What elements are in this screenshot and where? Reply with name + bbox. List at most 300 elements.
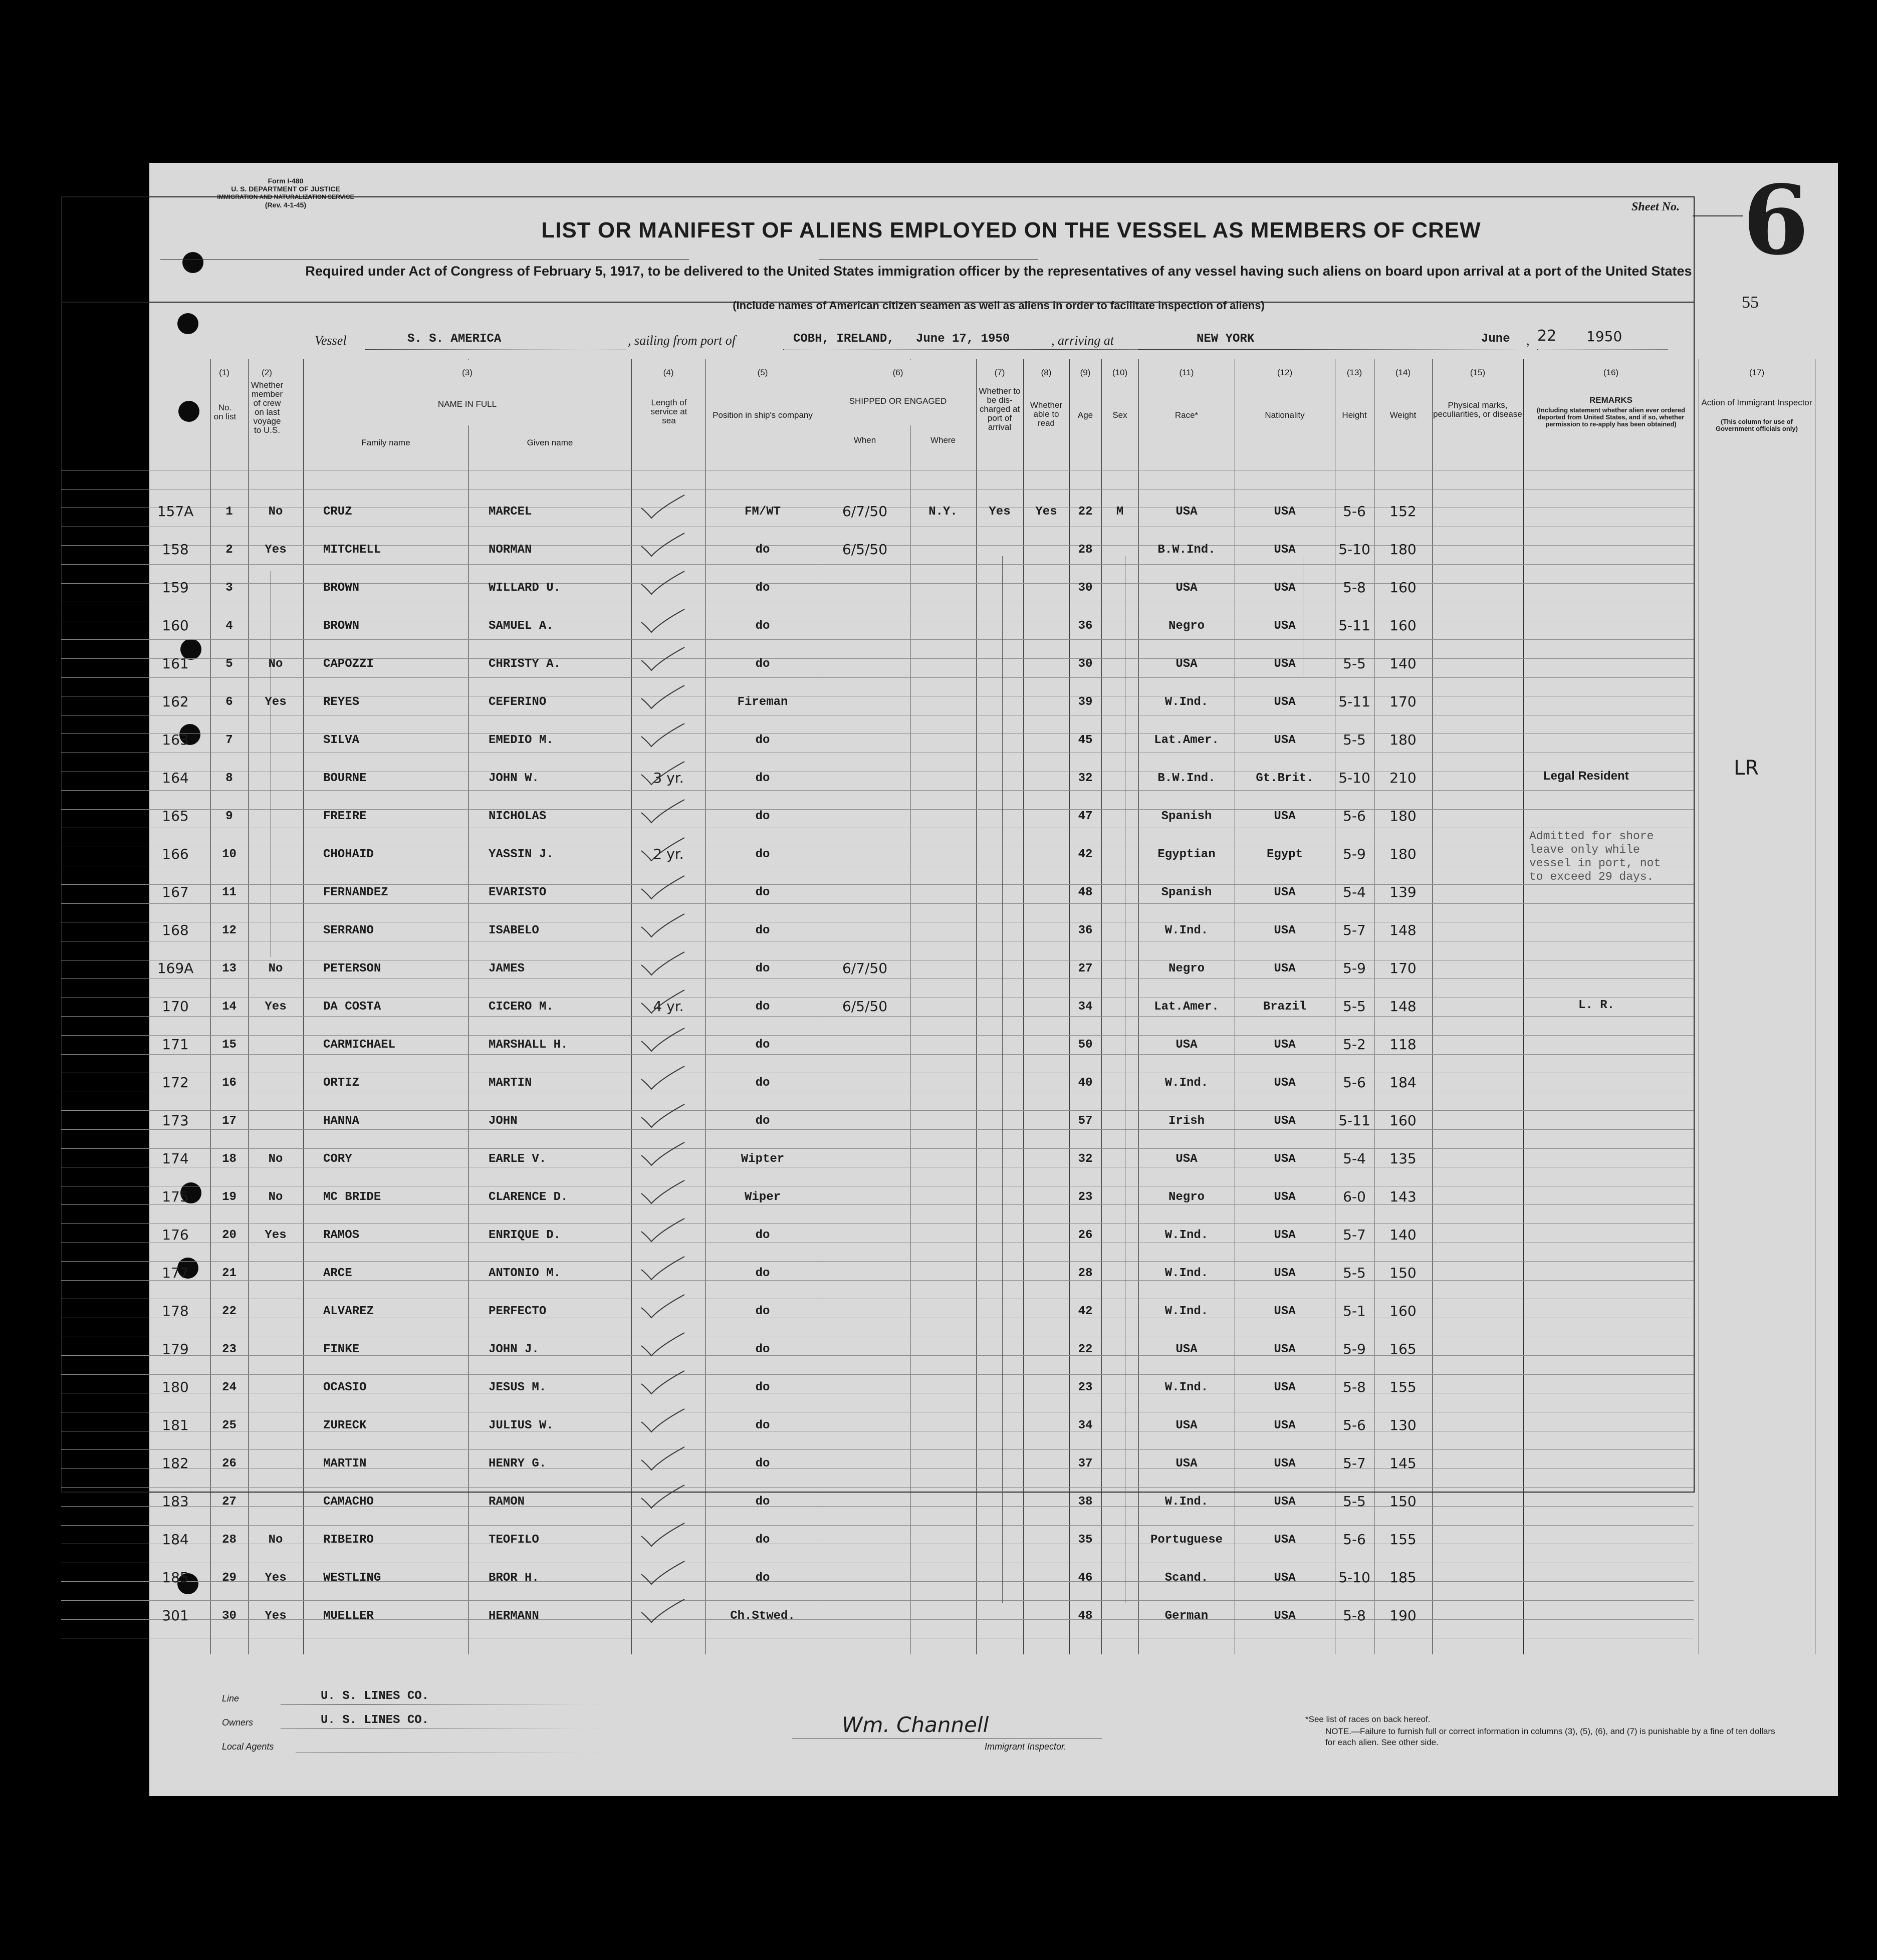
check-mark-icon	[640, 721, 685, 751]
header-sub-line	[160, 259, 689, 260]
col5-number: (5)	[757, 368, 768, 377]
col2-header: Whether member of crew on last voyage to U.S.	[251, 380, 284, 435]
shipped-when-cell: 6/5/50	[842, 998, 888, 1015]
sheet-number-underline	[1693, 215, 1743, 216]
height-cell: 5-4	[1343, 1150, 1366, 1167]
check-mark-icon	[640, 1445, 685, 1474]
given-name-cell: JOHN W.	[489, 772, 539, 785]
margin-number-cell: 176	[162, 1227, 189, 1243]
ruled-line	[61, 658, 1694, 659]
check-mark-icon	[640, 1293, 685, 1322]
weight-cell: 135	[1389, 1150, 1417, 1167]
age-cell: 34	[1078, 1000, 1093, 1014]
race-cell: Scand.	[1164, 1571, 1209, 1585]
col16-number: (16)	[1603, 368, 1619, 377]
margin-number-cell: 160	[162, 617, 189, 634]
age-cell: 42	[1078, 1305, 1093, 1318]
list-number-cell: 13	[222, 962, 237, 975]
race-cell: W.Ind.	[1164, 1076, 1209, 1090]
nationality-cell: USA	[1274, 924, 1296, 937]
check-mark-icon	[640, 874, 685, 903]
nationality-cell: USA	[1274, 1267, 1296, 1280]
age-cell: 27	[1078, 962, 1093, 975]
col5-header: Position in ship's company	[713, 410, 813, 420]
race-cell: USA	[1176, 1419, 1198, 1432]
position-cell: do	[755, 1495, 770, 1509]
age-cell: 39	[1078, 695, 1093, 709]
race-cell: USA	[1176, 1457, 1198, 1471]
comma: ,	[1526, 333, 1530, 348]
position-cell: do	[755, 1000, 770, 1014]
race-cell: Negro	[1168, 962, 1205, 975]
col11-header: Race*	[1175, 410, 1199, 420]
family-name-cell: BOURNE	[323, 772, 367, 785]
weight-cell: 180	[1389, 731, 1417, 748]
family-name-cell: CARMICHAEL	[323, 1038, 396, 1052]
nationality-cell: USA	[1274, 1533, 1296, 1547]
height-cell: 5-10	[1338, 770, 1370, 786]
nationality-cell: USA	[1274, 1571, 1296, 1585]
list-number-cell: 22	[222, 1305, 237, 1318]
position-cell: Fireman	[737, 695, 788, 709]
age-cell: 35	[1078, 1533, 1093, 1547]
check-mark-icon	[640, 1216, 685, 1246]
check-mark-icon	[640, 760, 685, 789]
position-cell: do	[755, 1267, 770, 1280]
nationality-cell: USA	[1274, 1114, 1296, 1128]
family-name-cell: FERNANDEZ	[323, 886, 388, 899]
given-name-cell: JULIUS W.	[489, 1419, 554, 1432]
inspector-action-lr: LR	[1734, 757, 1759, 780]
departure-port: COBH, IRELAND,	[793, 332, 894, 346]
ruled-line	[61, 809, 1694, 810]
weight-cell: 140	[1389, 655, 1417, 672]
col9-header: Age	[1077, 410, 1093, 420]
col13-number: (13)	[1346, 368, 1362, 377]
height-cell: 5-11	[1338, 1112, 1370, 1129]
check-mark-icon	[640, 493, 685, 522]
ruled-line	[61, 639, 1694, 640]
check-mark-icon	[640, 1331, 685, 1360]
nationality-cell: USA	[1274, 1229, 1296, 1242]
family-name-cell: CAMACHO	[323, 1495, 374, 1509]
fine-note: NOTE.—Failure to furnish full or correct information in columns (3), (5), (6), and (7) is punishable by a fine of ten dollars for each alien. See other side.	[1325, 1727, 1775, 1747]
ruled-line	[61, 1355, 1694, 1356]
col16-subheader: (Including statement whether alien ever ordered deported from United States, and if so, whether permission to re-apply has been obtained)	[1536, 406, 1686, 428]
given-name-cell: ENRIQUE D.	[489, 1229, 561, 1242]
remark-legal-resident: Legal Resident	[1543, 769, 1629, 783]
col6-number: (6)	[892, 368, 903, 377]
given-name-cell: BROR H.	[489, 1571, 539, 1585]
family-name-cell: BROWN	[323, 619, 360, 633]
age-cell: 32	[1078, 772, 1093, 785]
position-cell: do	[755, 772, 770, 785]
weight-cell: 160	[1389, 617, 1417, 634]
list-number-cell: 17	[222, 1114, 237, 1128]
service-length-cell: 4 yr.	[653, 998, 684, 1015]
service-length-cell: 3 yr.	[653, 770, 684, 786]
column-line	[976, 359, 977, 1654]
last-voyage-cell: No	[268, 505, 283, 519]
weight-cell: 180	[1389, 808, 1417, 824]
family-name-cell: ALVAREZ	[323, 1305, 374, 1318]
height-cell: 5-2	[1343, 1036, 1366, 1053]
nationality-cell: USA	[1274, 962, 1296, 975]
col6-header: SHIPPED OR ENGAGED	[849, 396, 947, 406]
arrival-month: June	[1481, 332, 1510, 346]
check-mark-icon	[640, 1369, 685, 1398]
margin-number-cell: 182	[162, 1455, 189, 1472]
races-note: *See list of races on back hereof.	[1305, 1714, 1431, 1724]
nationality-cell: Gt.Brit.	[1256, 772, 1314, 785]
position-cell: do	[755, 886, 770, 899]
position-cell: do	[755, 1571, 770, 1585]
check-mark-icon	[640, 1407, 685, 1436]
height-cell: 5-10	[1338, 1569, 1370, 1586]
vessel-name: S. S. AMERICA	[407, 332, 502, 346]
given-name-cell: YASSIN J.	[489, 848, 554, 861]
race-cell: Negro	[1168, 1190, 1205, 1204]
margin-number-cell: 173	[162, 1112, 189, 1129]
margin-number-cell: 170	[162, 998, 189, 1015]
list-number-cell: 1	[225, 505, 233, 519]
given-name-cell: TEOFILO	[489, 1533, 539, 1547]
ruled-line	[61, 978, 1694, 979]
ditto-stroke	[1002, 556, 1003, 1603]
weight-cell: 180	[1389, 541, 1417, 558]
col12-number: (12)	[1277, 368, 1293, 377]
family-name-cell: RIBEIRO	[323, 1533, 374, 1547]
nationality-cell: USA	[1274, 1419, 1296, 1432]
ruled-line	[61, 1110, 1694, 1111]
family-name-cell: BROWN	[323, 581, 360, 595]
requirement-text: Required under Act of Congress of February 5, 1917, to be delivered to the United States immigration officer by the representatives of any vessel having such aliens on board upon arrival at a port of the United States	[305, 264, 1692, 279]
weight-cell: 165	[1389, 1341, 1417, 1357]
col14-number: (14)	[1395, 368, 1411, 377]
race-cell: W.Ind.	[1164, 924, 1209, 937]
family-name-cell: CRUZ	[323, 505, 352, 519]
list-number-cell: 19	[222, 1190, 237, 1204]
age-cell: 34	[1078, 1419, 1093, 1432]
last-voyage-cell: Yes	[265, 1571, 287, 1585]
weight-cell: 180	[1389, 846, 1417, 862]
position-cell: do	[755, 733, 770, 747]
margin-number-cell: 164	[162, 770, 189, 786]
weight-cell: 150	[1389, 1265, 1417, 1281]
nationality-cell: USA	[1274, 1609, 1296, 1623]
ruled-line	[61, 677, 1694, 678]
last-voyage-cell: No	[268, 1190, 283, 1204]
form-service: IMMIGRATION AND NATURALIZATION SERVICE	[217, 193, 354, 200]
margin-number-cell: 159	[162, 579, 189, 596]
list-number-cell: 26	[222, 1457, 237, 1471]
nationality-cell: USA	[1274, 505, 1296, 519]
column-line	[468, 359, 469, 1654]
family-name-cell: PETERSON	[323, 962, 381, 975]
family-name-cell: WESTLING	[323, 1571, 381, 1585]
given-name-cell: WILLARD U.	[489, 581, 561, 595]
col17-header: Action of Immigrant Inspector	[1701, 398, 1812, 407]
col7-header: Whether to be dis-charged at port of arrival	[979, 386, 1021, 432]
given-name-cell: JESUS M.	[489, 1381, 547, 1394]
margin-number-cell: 181	[162, 1417, 189, 1433]
height-cell: 5-9	[1343, 960, 1366, 976]
given-name-cell: EVARISTO	[489, 886, 547, 899]
check-mark-icon	[640, 1483, 685, 1512]
check-mark-icon	[640, 1102, 685, 1131]
weight-cell: 118	[1389, 1036, 1417, 1053]
family-name-cell: OCASIO	[323, 1381, 367, 1394]
ruled-line	[61, 1487, 1694, 1488]
position-cell: do	[755, 1038, 770, 1052]
sheet-number: 6	[1743, 164, 1809, 276]
given-name-cell: CLARENCE D.	[489, 1190, 568, 1204]
nationality-cell: USA	[1274, 810, 1296, 823]
weight-cell: 130	[1389, 1417, 1417, 1433]
race-cell: B.W.Ind.	[1157, 543, 1216, 557]
age-cell: 36	[1078, 619, 1093, 633]
position-cell: do	[755, 1305, 770, 1318]
margin-number-cell: 158	[162, 541, 189, 558]
race-cell: W.Ind.	[1164, 1381, 1209, 1394]
ruled-line	[61, 1204, 1694, 1205]
ruled-line	[61, 1468, 1694, 1469]
ruled-line	[61, 1506, 1694, 1507]
race-cell: USA	[1176, 1343, 1198, 1356]
position-cell: do	[755, 962, 770, 975]
position-cell: do	[755, 543, 770, 557]
given-name-cell: NORMAN	[489, 543, 532, 557]
height-cell: 5-8	[1343, 1607, 1366, 1624]
list-number-cell: 4	[225, 619, 233, 633]
margin-number-cell: 179	[162, 1341, 189, 1357]
list-number-cell: 2	[225, 543, 233, 557]
weight-cell: 210	[1389, 770, 1417, 786]
position-cell: Ch.Stwed.	[730, 1609, 795, 1623]
vessel-label: Vessel	[315, 333, 347, 348]
weight-cell: 148	[1389, 922, 1417, 938]
weight-cell: 184	[1389, 1074, 1417, 1091]
family-name-cell: RAMOS	[323, 1229, 360, 1242]
last-voyage-cell: Yes	[265, 1000, 287, 1014]
list-number-cell: 24	[222, 1381, 237, 1394]
given-name-cell: JOHN	[489, 1114, 518, 1128]
check-mark-icon	[640, 1026, 685, 1055]
check-mark-icon	[640, 569, 685, 598]
age-cell: 28	[1078, 1267, 1093, 1280]
given-name-cell: CEFERINO	[489, 695, 547, 709]
given-name-cell: EARLE V.	[489, 1152, 547, 1166]
ruled-line	[61, 1016, 1694, 1017]
ruled-line	[61, 1148, 1694, 1149]
discharged-cell: Yes	[989, 505, 1011, 519]
check-mark-icon	[640, 1559, 685, 1588]
col3-number: (3)	[462, 368, 473, 377]
last-voyage-cell: Yes	[265, 543, 287, 557]
race-cell: B.W.Ind.	[1157, 772, 1216, 785]
ruled-line	[61, 903, 1694, 904]
able-to-read-cell: Yes	[1035, 505, 1057, 519]
header-bottom-line	[61, 302, 1694, 303]
margin-number-cell: 165	[162, 808, 189, 824]
position-cell: do	[755, 810, 770, 823]
list-number-cell: 9	[225, 810, 233, 823]
ruled-line	[61, 1374, 1694, 1375]
inspector-label: Immigrant Inspector.	[985, 1742, 1067, 1752]
weight-cell: 143	[1389, 1188, 1417, 1205]
given-name-cell: RAMON	[489, 1495, 525, 1509]
ruled-line	[61, 1035, 1694, 1036]
table-border	[61, 196, 1695, 1493]
weight-cell: 160	[1389, 1303, 1417, 1319]
age-cell: 47	[1078, 810, 1093, 823]
ruled-line	[61, 564, 1694, 565]
margin-number-cell: 175	[162, 1188, 189, 1205]
form-revision: (Rev. 4-1-45)	[265, 201, 307, 209]
family-name-cell: MITCHELL	[323, 543, 381, 557]
col8-header: Whether able to read	[1030, 400, 1063, 428]
ruled-line	[61, 733, 1694, 734]
check-mark-icon	[640, 683, 685, 712]
list-number-cell: 27	[222, 1495, 237, 1509]
arrival-year: 1950	[1586, 328, 1622, 345]
height-cell: 5-8	[1343, 1379, 1366, 1395]
weight-cell: 139	[1389, 884, 1417, 900]
given-name-cell: HERMANN	[489, 1609, 539, 1623]
arrival-day: 22	[1537, 327, 1557, 345]
position-cell: do	[755, 581, 770, 595]
margin-number-cell: 301	[162, 1607, 189, 1624]
weight-cell: 190	[1389, 1607, 1417, 1624]
col17-subheader: (This column for use of Government officials only)	[1716, 418, 1798, 432]
given-name-cell: NICHOLAS	[489, 810, 547, 823]
age-cell: 22	[1078, 505, 1093, 519]
race-cell: W.Ind.	[1164, 1267, 1209, 1280]
col9-number: (9)	[1080, 368, 1091, 377]
ruled-line	[61, 1600, 1694, 1601]
sex-cell: M	[1116, 505, 1124, 519]
check-mark-icon	[640, 912, 685, 941]
given-name-cell: CICERO M.	[489, 1000, 554, 1014]
position-cell: do	[755, 1076, 770, 1090]
check-mark-icon	[640, 531, 685, 560]
family-name-cell: FINKE	[323, 1343, 360, 1356]
race-cell: W.Ind.	[1164, 695, 1209, 709]
given-name-cell: ANTONIO M.	[489, 1267, 561, 1280]
weight-cell: 155	[1389, 1531, 1417, 1548]
height-cell: 5-9	[1343, 846, 1366, 862]
margin-number-cell: 174	[162, 1150, 189, 1167]
last-voyage-cell: No	[268, 657, 283, 671]
col13-header: Height	[1342, 410, 1367, 420]
shipped-when-cell: 6/5/50	[842, 541, 888, 558]
race-cell: Irish	[1168, 1114, 1205, 1128]
form-department: U. S. DEPARTMENT OF JUSTICE	[231, 185, 340, 193]
age-cell: 48	[1078, 1609, 1093, 1623]
check-mark-icon	[640, 950, 685, 979]
age-cell: 32	[1078, 1152, 1093, 1166]
col1-number: (1)	[219, 368, 229, 377]
check-mark-icon	[640, 1255, 685, 1284]
list-number-cell: 5	[225, 657, 233, 671]
nationality-cell: USA	[1274, 695, 1296, 709]
weight-cell: 170	[1389, 960, 1417, 976]
requirement-note: (Include names of American citizen seamen as well as aliens in order to facilitate inspection of aliens)	[733, 299, 1265, 312]
height-cell: 5-6	[1343, 503, 1366, 520]
margin-number-cell: 184	[162, 1531, 189, 1548]
list-number-cell: 30	[222, 1609, 237, 1623]
list-number-cell: 20	[222, 1229, 237, 1242]
height-cell: 5-5	[1343, 998, 1366, 1015]
race-cell: Portuguese	[1150, 1533, 1223, 1547]
check-mark-icon	[640, 988, 685, 1017]
height-cell: 5-6	[1343, 1074, 1366, 1091]
race-cell: W.Ind.	[1164, 1305, 1209, 1318]
race-cell: German	[1164, 1609, 1209, 1623]
margin-number-cell: 163	[162, 731, 189, 748]
race-cell: W.Ind.	[1164, 1229, 1209, 1242]
weight-cell: 148	[1389, 998, 1417, 1015]
age-cell: 38	[1078, 1495, 1093, 1509]
given-name-cell: EMEDIO M.	[489, 733, 554, 747]
line-value: U. S. LINES CO.	[321, 1689, 429, 1703]
position-cell: do	[755, 1343, 770, 1356]
document-title: LIST OR MANIFEST OF ALIENS EMPLOYED ON THE VESSEL AS MEMBERS OF CREW	[541, 218, 1481, 242]
check-mark-icon	[640, 1178, 685, 1207]
height-cell: 5-4	[1343, 884, 1366, 900]
age-cell: 36	[1078, 924, 1093, 937]
margin-number-cell: 180	[162, 1379, 189, 1395]
col7-number: (7)	[994, 368, 1005, 377]
race-cell: USA	[1176, 581, 1198, 595]
age-cell: 26	[1078, 1229, 1093, 1242]
family-name-cell: CAPOZZI	[323, 657, 374, 671]
ruled-line	[61, 1129, 1694, 1130]
departure-date: June 17, 1950	[916, 332, 1010, 346]
stamp-number: 55	[1742, 293, 1759, 312]
nationality-cell: USA	[1274, 1495, 1296, 1509]
inspector-signature: Wm. Channell	[842, 1712, 989, 1737]
margin-number-cell: 172	[162, 1074, 189, 1091]
ruled-line	[61, 1223, 1694, 1224]
race-cell: Spanish	[1161, 886, 1212, 899]
sheet-number-label: Sheet No.	[1631, 200, 1680, 213]
margin-number-cell: 171	[162, 1036, 189, 1053]
weight-cell: 140	[1389, 1227, 1417, 1243]
height-cell: 5-11	[1338, 617, 1370, 634]
header-sub-line	[819, 259, 1038, 260]
ruled-line	[61, 1581, 1694, 1582]
race-cell: USA	[1176, 657, 1198, 671]
race-cell: Egyptian	[1157, 848, 1216, 861]
family-name-cell: ORTIZ	[323, 1076, 360, 1090]
margin-number-cell: 166	[162, 846, 189, 862]
nationality-cell: USA	[1274, 1305, 1296, 1318]
family-name-cell: SILVA	[323, 733, 360, 747]
ruled-line	[61, 1054, 1694, 1055]
list-number-cell: 23	[222, 1343, 237, 1356]
last-voyage-cell: Yes	[265, 1609, 287, 1623]
family-name-cell: ARCE	[323, 1267, 352, 1280]
height-cell: 5-8	[1343, 579, 1366, 596]
check-mark-icon	[640, 1597, 685, 1626]
family-name-cell: MC BRIDE	[323, 1190, 381, 1204]
list-number-cell: 28	[222, 1533, 237, 1547]
check-mark-icon	[640, 607, 685, 636]
family-name-cell: CORY	[323, 1152, 352, 1166]
sailing-label: , sailing from port of	[628, 333, 736, 348]
race-cell: USA	[1176, 1038, 1198, 1052]
